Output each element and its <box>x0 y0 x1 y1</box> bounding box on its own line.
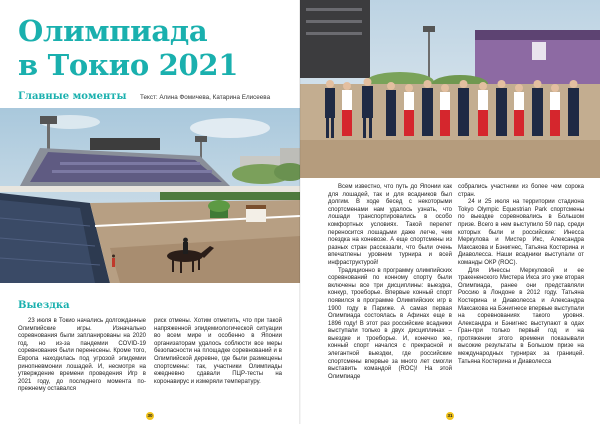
left-column-2 <box>154 318 282 386</box>
paragraph: риск отмены. Хотим отметить, что при такой напряженной эпидемиологической ситуации во всем мире и особенно в Японии организаторам удалось соблюсти все меры безопасности на площадке соревнований и в Олимпийской деревне, где были размещены спортсмены: так, участники Олимпиады ежедневно сдавали ПЦР-тесты на коронавирус и измеряли температуру. <box>154 318 282 385</box>
right-column-1 <box>328 184 452 381</box>
page-number: 31 <box>447 413 453 418</box>
stadium-photo <box>0 108 300 283</box>
team-photo <box>300 0 600 178</box>
subtitle: Главные моменты <box>18 91 127 102</box>
page-number: 30 <box>147 413 153 418</box>
paragraph: Традиционно в программу олимпийских соревнований по конному спорту были включены все три дисциплины: выездка, конкур, троеборье. Впервые конный спорт появился в программе Олимпийских игр в 1900 году в Париже. А самая первая Олимпиада состоялась в Афинах еще в 1896 году! В этот раз российские всадники выступали только в двух дисциплинах – выездке и троеборье. И, конечно же, конный спорт начался с прекрасной и элегантной выездки, где российские спортсмены впервые за много лет смогли выставить командой (ROC)! На этой Олимпиаде <box>328 267 452 380</box>
paragraph: Всем известно, что путь до Японии как для лошадей, так и для всадников был долгим. В ходе бесед с некоторыми спортсменами нам удалось узнать, что лошади транспортировались в особо комфортных условиях. Такой перелет переносится лошадьми даже легче, чем поездка на коневозе. А еще спортсмены из разных стран рассказали, что были очень впечатлены уровнем турнира и всей инфраструктурой! <box>328 184 452 266</box>
paragraph: Для Инессы Меркуловой и ее тракененского Мистера Икса это уже вторая Олимпиада, ранее они представляли Россию в Лондоне в 2012 году. Татьяна Костерина и Диаволесса и Александра Максакова на Бэнигнесе впервые выступали на соревнованиях такого уровня. Александра и Бэнигнес выступают в одах Гран-при только первый год и на протяжении этого времени показывали высокие результаты в Большом призе на международных турнирах за границей. Татьяна Костерина и Диаволесса <box>458 267 584 365</box>
page-title <box>18 14 298 82</box>
paragraph: 24 и 25 июля на территории стадиона Tokyo Olympic Equestrian Park спортсмены по выездке соревновались в Большом призе. Всего в нем выступило 59 пар, среди которых были и российские: Инесса Меркулова и Мистер Икс, Александра Максакова и Бэнигнес, Татьяна Костерина и Диаволесса. Наши всадники выступали от команды ОКР (ROC). <box>458 199 584 266</box>
paragraph: собрались участники из более чем сорока стран. <box>458 184 584 198</box>
byline: Текст: Алина Фомичева, Катарина Елисеева <box>140 94 271 101</box>
right-column-2 <box>458 184 584 366</box>
title-line-1: Олимпиада <box>18 14 208 48</box>
page-gutter <box>299 0 301 424</box>
paragraph: 23 июля в Токио начались долгожданные Олимпийские игры. Изначально соревнования были запланированы на 2020 год, но из-за пандемии COVID-19 соревнования были перенесены. Кроме того, Европа находилась под угрозой эпидемии ринопневмонии лошадей. И, несмотря на утверждение времени проведения Игр в 2021 году, до последнего момента по-прежнему оставался <box>18 318 146 393</box>
right-page <box>300 0 600 424</box>
title-line-2: в Токио 2021 <box>18 48 239 82</box>
section-heading: Выездка <box>18 300 70 311</box>
left-column-1 <box>18 318 146 394</box>
